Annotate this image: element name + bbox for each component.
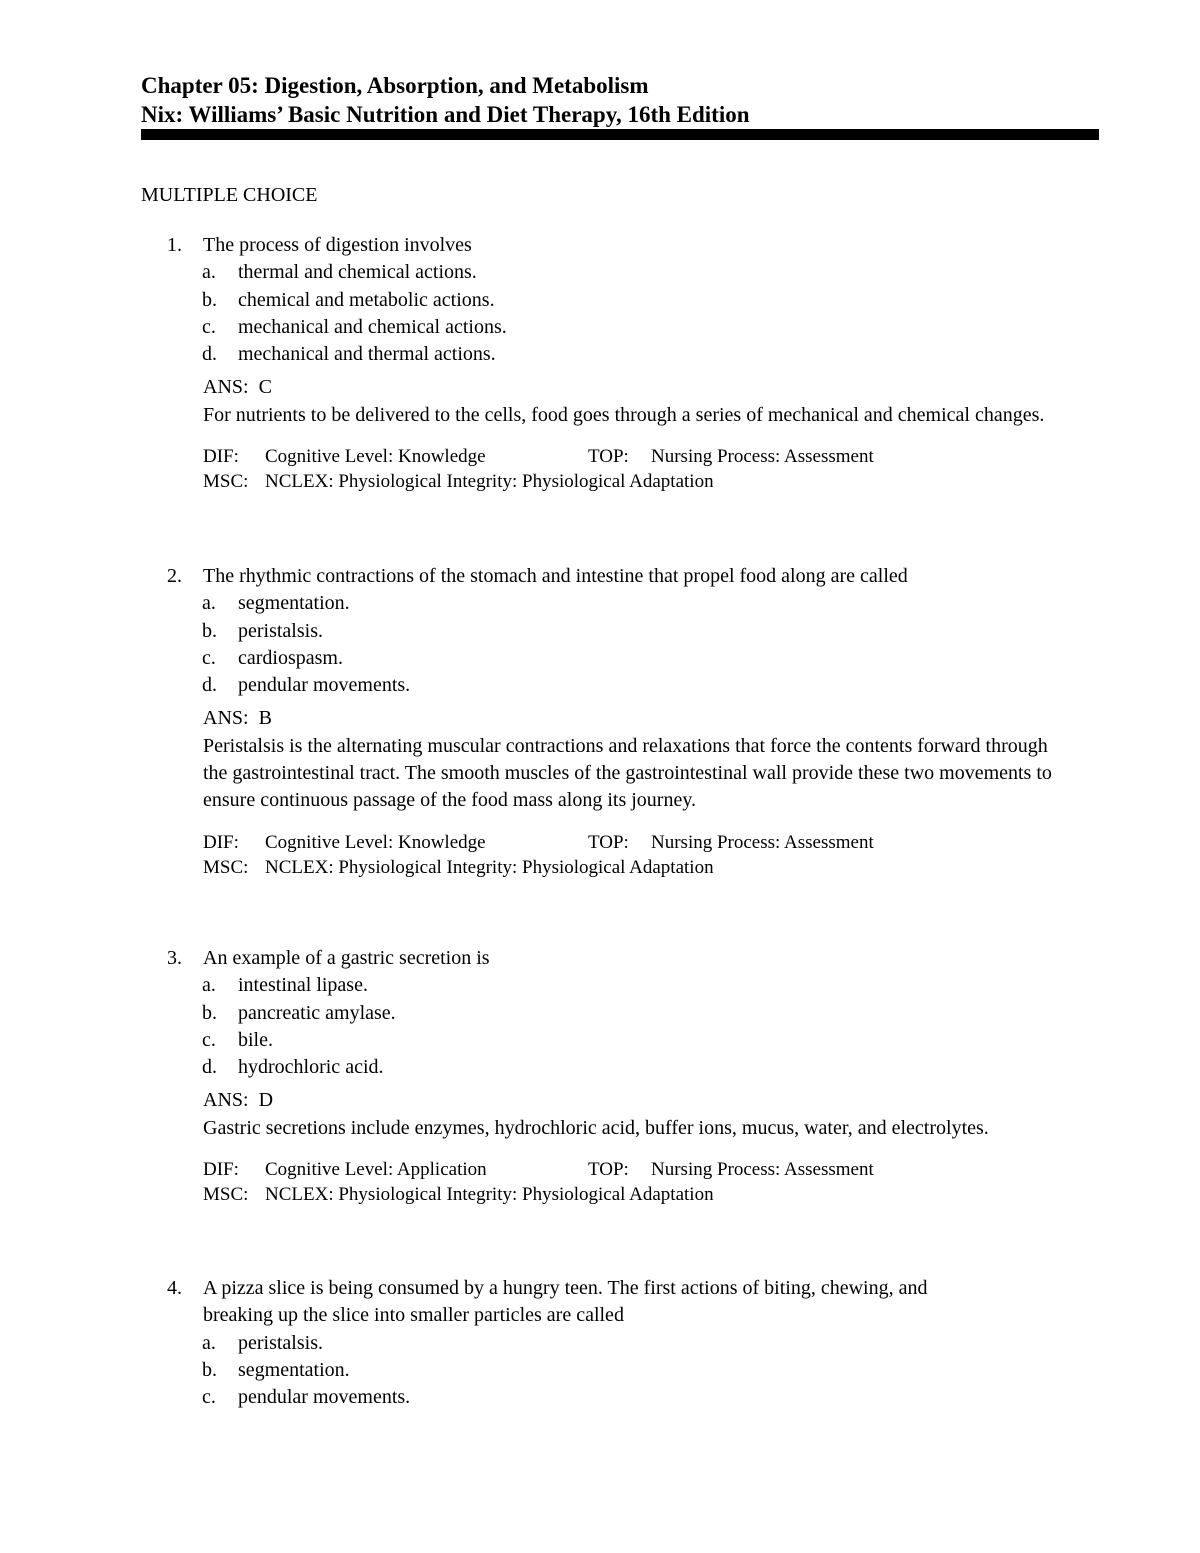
option-b xyxy=(141,1000,1101,1027)
question-4 xyxy=(141,1275,1101,1411)
msc-value: NCLEX: Physiological Integrity: Physiological Adaptation xyxy=(265,471,714,493)
answer-block xyxy=(141,374,1101,429)
dif-value: Cognitive Level: Knowledge xyxy=(265,831,486,853)
option-letter: a. xyxy=(202,261,216,284)
answer-label: ANS: xyxy=(203,1089,249,1112)
top-label: TOP: xyxy=(588,1159,629,1181)
option-letter: b. xyxy=(202,1001,217,1024)
option-letter: a. xyxy=(202,974,216,997)
option-text: peristalsis. xyxy=(238,619,323,642)
option-letter: c. xyxy=(202,646,216,669)
dif-label: DIF: xyxy=(203,831,239,853)
option-letter: d. xyxy=(202,343,217,366)
option-d xyxy=(141,1054,1101,1081)
option-text: pendular movements. xyxy=(238,674,411,697)
question-number: 1. xyxy=(167,234,182,256)
question-text: A pizza slice is being consumed by a hungry teen. The first actions of biting, chewing, and xyxy=(203,1277,928,1299)
answer-block xyxy=(141,1087,1101,1142)
question-1 xyxy=(141,232,1101,494)
msc-label: MSC: xyxy=(203,856,249,878)
option-letter: b. xyxy=(202,1358,217,1381)
answer-value: D xyxy=(258,1089,274,1112)
msc-value: NCLEX: Physiological Integrity: Physiological Adaptation xyxy=(265,856,714,878)
question-text: The rhythmic contractions of the stomach and intestine that propel food along are called xyxy=(203,565,908,587)
option-text: pancreatic amylase. xyxy=(238,1001,396,1024)
dif-value: Cognitive Level: Knowledge xyxy=(265,446,486,468)
answer-line xyxy=(203,1087,1101,1114)
option-text: mechanical and chemical actions. xyxy=(238,315,507,338)
option-text: thermal and chemical actions. xyxy=(238,261,477,284)
metadata-block xyxy=(141,444,1101,494)
question-text: The process of digestion involves xyxy=(203,234,472,256)
option-a xyxy=(141,1330,1101,1357)
option-c xyxy=(141,1384,1101,1411)
option-letter: d. xyxy=(202,1056,217,1079)
option-a xyxy=(141,972,1101,999)
option-d xyxy=(141,672,1101,699)
option-text: peristalsis. xyxy=(238,1331,323,1354)
option-text: cardiospasm. xyxy=(238,646,343,669)
option-c xyxy=(141,1027,1101,1054)
top-value: Nursing Process: Assessment xyxy=(651,831,874,853)
option-b xyxy=(141,287,1101,314)
answer-label: ANS: xyxy=(203,707,249,730)
question-number: 3. xyxy=(167,947,182,969)
option-letter: c. xyxy=(202,1028,216,1051)
msc-value: NCLEX: Physiological Integrity: Physiological Adaptation xyxy=(265,1184,714,1206)
answer-label: ANS: xyxy=(203,376,249,399)
answer-rationale: For nutrients to be delivered to the cells, food goes through a series of mechanical and chemical changes. xyxy=(203,403,1045,426)
option-letter: b. xyxy=(202,288,217,311)
question-3 xyxy=(141,945,1101,1207)
answer-line xyxy=(203,705,1101,732)
option-b xyxy=(141,618,1101,645)
section-heading: MULTIPLE CHOICE xyxy=(141,184,318,206)
option-c xyxy=(141,645,1101,672)
answer-rationale: Peristalsis is the alternating muscular contractions and relaxations that force the contents forward through the gastrointestinal tract. The smooth muscles of the gastrointestinal wall provide these two movements to ensure continuous passage of the food mass along its journey. xyxy=(203,734,1052,812)
option-a xyxy=(141,590,1101,617)
option-text: bile. xyxy=(238,1028,273,1051)
answer-value: C xyxy=(258,376,272,399)
book-title: Nix: Williams’ Basic Nutrition and Diet Therapy, 16th Edition xyxy=(141,102,750,127)
dif-label: DIF: xyxy=(203,1159,239,1181)
option-letter: b. xyxy=(202,619,217,642)
metadata-block xyxy=(141,830,1101,880)
top-label: TOP: xyxy=(588,446,629,468)
option-text: chemical and metabolic actions. xyxy=(238,288,495,311)
metadata-block xyxy=(141,1157,1101,1207)
answer-value: B xyxy=(258,707,272,730)
option-text: segmentation. xyxy=(238,592,350,615)
dif-value: Cognitive Level: Application xyxy=(265,1159,487,1181)
option-text: mechanical and thermal actions. xyxy=(238,343,496,366)
option-letter: c. xyxy=(202,315,216,338)
option-text: pendular movements. xyxy=(238,1386,411,1409)
question-text-continued: breaking up the slice into smaller particles are called xyxy=(203,1304,624,1327)
msc-label: MSC: xyxy=(203,1184,249,1206)
question-number: 2. xyxy=(167,565,182,587)
dif-label: DIF: xyxy=(203,446,239,468)
option-text: intestinal lipase. xyxy=(238,974,368,997)
answer-line xyxy=(203,374,1101,401)
option-letter: a. xyxy=(202,592,216,615)
option-a xyxy=(141,259,1101,286)
chapter-title: Chapter 05: Digestion, Absorption, and Metabolism xyxy=(141,73,649,98)
option-letter: d. xyxy=(202,674,217,697)
top-value: Nursing Process: Assessment xyxy=(651,446,874,468)
option-text: segmentation. xyxy=(238,1358,350,1381)
question-number: 4. xyxy=(167,1277,182,1299)
option-letter: a. xyxy=(202,1331,216,1354)
question-2 xyxy=(141,563,1101,880)
header-rule xyxy=(141,129,1099,140)
option-letter: c. xyxy=(202,1386,216,1409)
option-c xyxy=(141,314,1101,341)
top-value: Nursing Process: Assessment xyxy=(651,1159,874,1181)
top-label: TOP: xyxy=(588,831,629,853)
question-text: An example of a gastric secretion is xyxy=(203,947,490,969)
option-b xyxy=(141,1357,1101,1384)
answer-block xyxy=(141,705,1101,814)
option-text: hydrochloric acid. xyxy=(238,1056,384,1079)
answer-rationale: Gastric secretions include enzymes, hydrochloric acid, buffer ions, mucus, water, and electrolytes. xyxy=(203,1116,989,1139)
msc-label: MSC: xyxy=(203,471,249,493)
option-d xyxy=(141,341,1101,368)
